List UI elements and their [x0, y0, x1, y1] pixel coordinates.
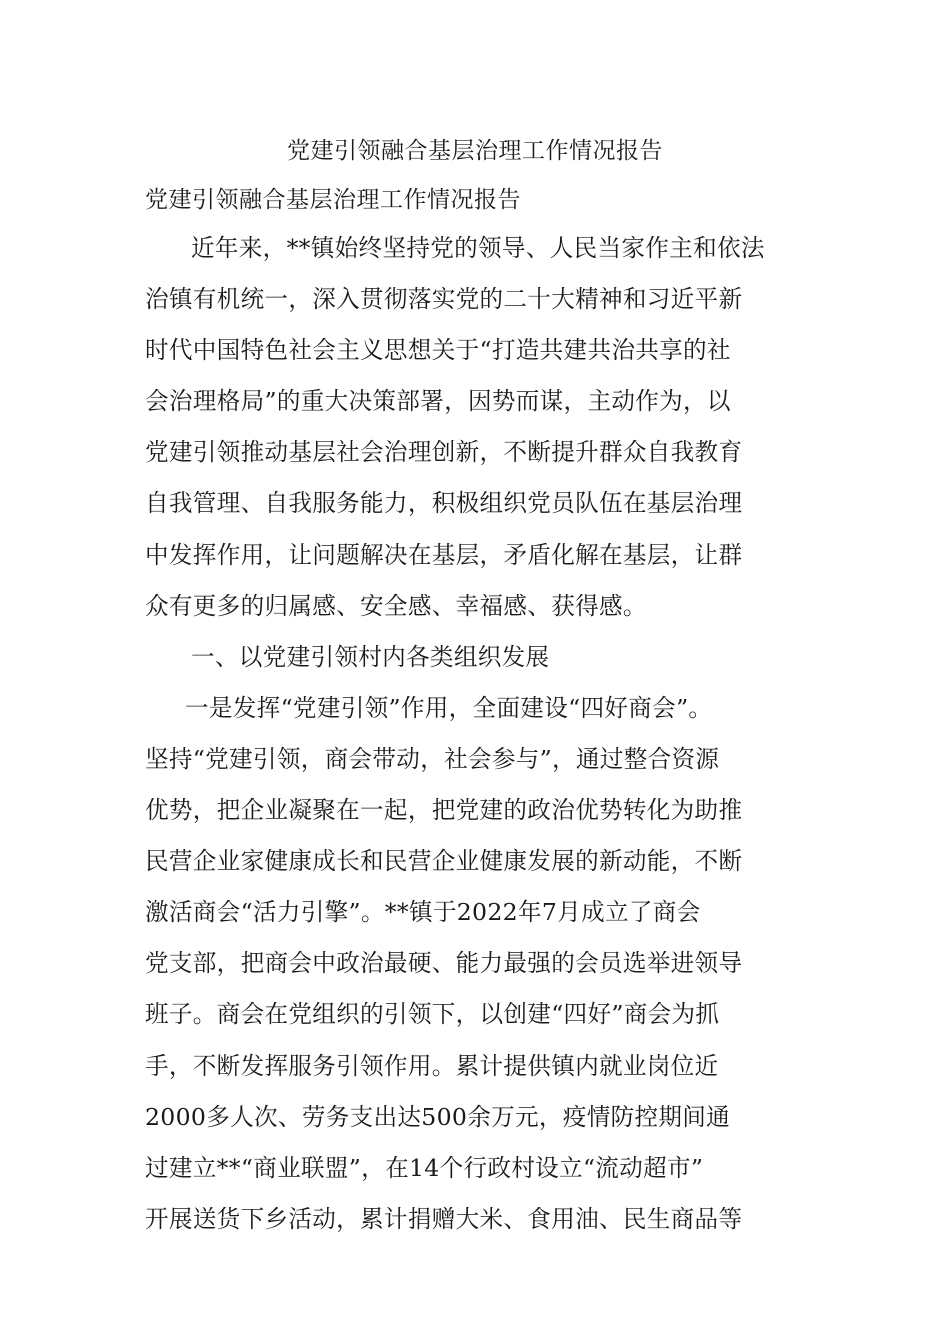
body-line: 激活商会“活力引擎”。**镇于2022年7月成立了商会	[145, 898, 701, 927]
body-line: 开展送货下乡活动，累计捐赠大米、食用油、民生商品等	[145, 1204, 743, 1233]
body-line: 坚持“党建引领，商会带动，社会参与”，通过整合资源	[145, 744, 720, 773]
body-line: 党支部，把商会中政治最硬、能力最强的会员选举进领导	[145, 949, 743, 978]
document-title: 党建引领融合基层治理工作情况报告	[287, 138, 663, 164]
body-line: 中发挥作用，让问题解决在基层，矛盾化解在基层，让群	[145, 540, 743, 569]
body-line: 2000多人次、劳务支出达500余万元，疫情防控期间通	[145, 1102, 731, 1131]
body-line: 众有更多的归属感、安全感、幸福感、获得感。	[145, 591, 647, 620]
document-body	[145, 223, 810, 1245]
body-line: 党建引领推动基层社会治理创新，不断提升群众自我教育	[145, 438, 743, 467]
body-line: 班子。商会在党组织的引领下，以创建“四好”商会为抓	[145, 1000, 720, 1029]
body-line: 手，不断发挥服务引领作用。累计提供镇内就业岗位近	[145, 1051, 719, 1080]
body-line: 会治理格局”的重大决策部署，因势而谋，主动作为，以	[145, 387, 731, 416]
body-line: 一是发挥“党建引领”作用，全面建设“四好商会”。	[185, 693, 713, 722]
document-subtitle: 党建引领融合基层治理工作情况报告	[145, 187, 521, 213]
body-line: 优势，把企业凝聚在一起，把党建的政治优势转化为助推	[145, 796, 743, 825]
body-line: 治镇有机统一，深入贯彻落实党的二十大精神和习近平新	[145, 285, 743, 314]
body-line: 自我管理、自我服务能力，积极组织党员队伍在基层治理	[145, 489, 743, 518]
section-heading: 一、以党建引领村内各类组织发展	[191, 642, 550, 671]
body-line: 近年来，**镇始终坚持党的领导、人民当家作主和依法	[191, 234, 765, 262]
body-line: 过建立**“商业联盟”，在14个行政村设立“流动超市”	[145, 1153, 704, 1182]
body-line: 时代中国特色社会主义思想关于“打造共建共治共享的社	[145, 336, 731, 365]
body-line: 民营企业家健康成长和民营企业健康发展的新动能，不断	[145, 847, 743, 876]
